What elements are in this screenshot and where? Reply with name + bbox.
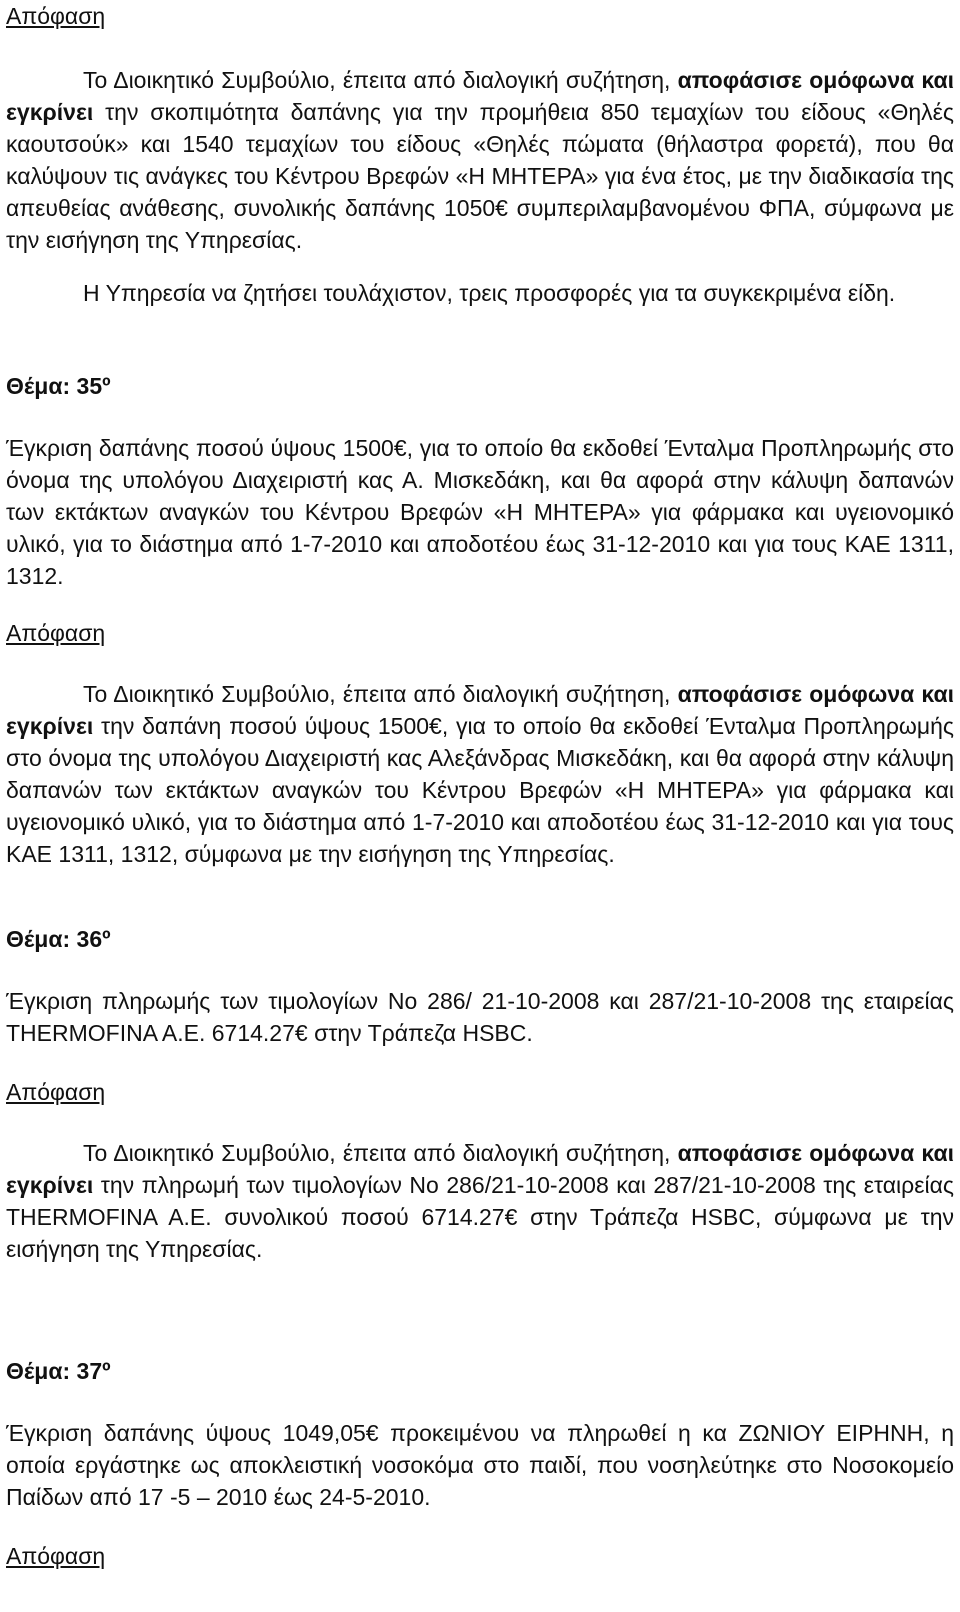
topic-body: Έγκριση πληρωμής των τιμολογίων Νο 286/ 21-10-2008 και 287/21-10-2008 της εταιρείας THERMOFINA A.E. 6714.27€ στην Τράπεζα HSBC.: [6, 988, 954, 1046]
topic-heading: Θέμα: 37º: [6, 1358, 111, 1384]
decision-bold-text: αποφάσισε ομόφωνα και εγκρίνει: [6, 67, 954, 125]
decision-heading: Απόφαση: [6, 1079, 106, 1105]
topic-heading: Θέμα: 35º: [6, 373, 111, 399]
topic-body: Έγκριση δαπάνης ύψους 1049,05€ προκειμένου να πληρωθεί η κα ΖΩΝΙΟΥ ΕΙΡΗΝΗ, η οποία εργάστηκε ως αποκλειστική νοσοκόμα στο παιδί, που νοσηλεύτηκε στο Νοσοκομείο Παίδων από 17 -5 – 2010 έως 24-5-2010.: [6, 1420, 954, 1510]
decision-heading: Απόφαση: [6, 620, 106, 646]
decision-paragraph: [6, 1137, 954, 1265]
decision-heading: Απόφαση: [6, 3, 106, 29]
topic-heading: Θέμα: 36º: [6, 926, 111, 952]
decision-text: την σκοπιμότητα δαπάνης για την προμήθεια 850 τεμαχίων του είδους «Θηλές καουτσούκ» και 1540 τεμαχίων του είδους «Θηλές πώματα (θήλαστρα φορετά), που θα καλύψουν τις ανάγκες του Κέντρου Βρεφών «Η ΜΗΤΕΡΑ» για ένα έτος, με την διαδικασία της απευθείας ανάθεσης, συνολικής δαπάνης 1050€ συμπεριλαμβανομένου ΦΠΑ, σύμφωνα με την εισήγηση της Υπηρεσίας.: [6, 99, 954, 253]
decision-text: την δαπάνη ποσού ύψους 1500€, για το οποίο θα εκδοθεί Ένταλμα Προπληρωμής στο όνομα της υπολόγου Διαχειριστή κας Αλεξάνδρας Μισκεδάκη, και θα αφορά στην κάλυψη δαπανών των εκτάκτων αναγκών του Κέντρου Βρεφών «Η ΜΗΤΕΡΑ» για φάρμακα και υγειονομικό υλικό, για το διάστημα από 1-7-2010 και αποδοτέου έως 31-12-2010 και για τους ΚΑΕ 1311, 1312, σύμφωνα με την εισήγηση της Υπηρεσίας.: [6, 713, 954, 867]
decision-text: Το Διοικητικό Συμβούλιο, έπειτα από διαλογική συζήτηση,: [83, 67, 678, 93]
decision-text: την πληρωμή των τιμολογίων Νο 286/21-10-2008 και 287/21-10-2008 της εταιρείας THERMOFINA A.E. συνολικού ποσού 6714.27€ στην Τράπεζα HSBC, σύμφωνα με την εισήγηση της Υπηρεσίας.: [6, 1172, 954, 1262]
decision-paragraph: Η Υπηρεσία να ζητήσει τουλάχιστον, τρεις προσφορές για τα συγκεκριμένα είδη.: [83, 280, 896, 306]
topic-body: Έγκριση δαπάνης ποσού ύψους 1500€, για το οποίο θα εκδοθεί Ένταλμα Προπληρωμής στο όνομα της υπολόγου Διαχειριστή κας Α. Μισκεδάκη, και θα αφορά στην κάλυψη δαπανών των εκτάκτων αναγκών του Κέντρου Βρεφών «Η ΜΗΤΕΡΑ» για φάρμακα και υγειονομικό υλικό, για το διάστημα από 1-7-2010 και αποδοτέου έως 31-12-2010 και για τους ΚΑΕ 1311, 1312.: [6, 435, 954, 589]
decision-text: Το Διοικητικό Συμβούλιο, έπειτα από διαλογική συζήτηση,: [83, 681, 678, 707]
decision-heading: Απόφαση: [6, 1543, 106, 1569]
decision-bold-text: αποφάσισε ομόφωνα και εγκρίνει: [6, 1140, 954, 1198]
decision-paragraph: [6, 678, 954, 870]
decision-text: Το Διοικητικό Συμβούλιο, έπειτα από διαλογική συζήτηση,: [83, 1140, 678, 1166]
decision-bold-text: αποφάσισε ομόφωνα και εγκρίνει: [6, 681, 954, 739]
decision-paragraph: [6, 64, 954, 256]
